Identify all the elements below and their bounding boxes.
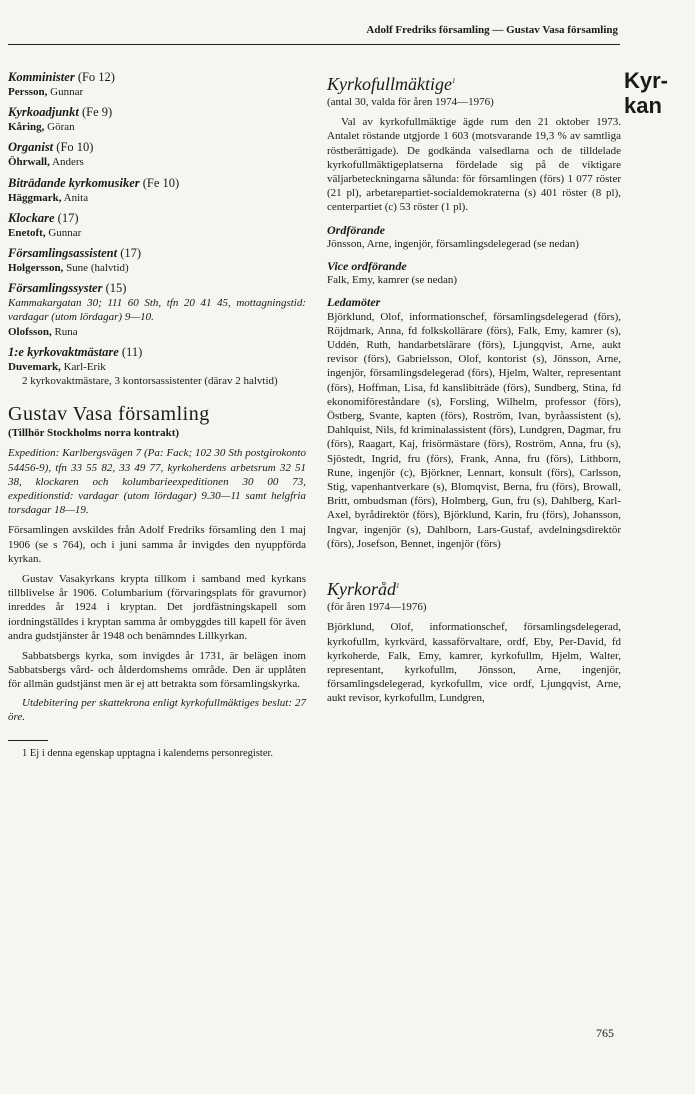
footnote-rule — [8, 740, 48, 741]
section-title-kyrkorad: Kyrkoråd$^1$ — [327, 579, 400, 600]
role-heading: Komminister (Fo 12) — [8, 70, 115, 84]
tax-rate-note: Utdebitering per skattekrona enligt kyrkofullmäktiges beslut: 27 öre. — [8, 696, 306, 723]
running-header: Adolf Fredriks församling — Gustav Vasa församling — [366, 24, 618, 36]
person-entry: Olofsson, Runa — [8, 325, 78, 338]
header-rule — [8, 44, 620, 45]
section-subtitle: (antal 30, valda för åren 1974—1976) — [327, 96, 494, 108]
staff-list — [8, 70, 306, 275]
role-heading: Organist (Fo 10) — [8, 140, 94, 155]
person-entry: Persson, Gunnar — [8, 86, 84, 98]
person-entry: Kåring, Göran — [8, 121, 75, 134]
ordforande-label: Ordförande — [327, 222, 386, 237]
person-entry: Häggmark, Anita — [8, 191, 89, 204]
role-heading: Klockare (17) — [8, 210, 79, 225]
role-heading: Församlingssyster (15) — [8, 281, 127, 296]
vice-ordforande-label: Vice ordförande — [327, 259, 407, 274]
ordforande-entry: Jönsson, Arne, ingenjör, församlingsdelegerad (se nedan) — [327, 237, 579, 250]
person-entry: Holgersson, Sune (halvtid) — [8, 262, 129, 275]
expedition-info: Expedition: Karlbergsvägen 7 (Pa: Fack; 102 30 Sth postgirokonto 54456-9), tfn 33 55 82, 33 49 77, kyrkoherdens arbetsrum 32 51 38, klockaren och kolumbarieexpeditionen 30 00 73, expeditionstid: vardagar (utom lördagar) 9.30—11 samt helgfria torsdagar 18—19. — [8, 447, 306, 517]
history-paragraph-1: Församlingen avskildes från Adolf Fredriks församling den 1 maj 1906 (se s 764), och i juni samma år invigdes den nyuppförda kyrkan. — [8, 524, 306, 565]
election-paragraph: Val av kyrkofullmäktige ägde rum den 21 oktober 1973. Antalet röstande utgjorde 1 603 (motsvarande 19,3 % av samtliga röstberättigade). De godkända valsedlarna och de tilldelade kyrkofullmäktigeplatserna fördelade sig på de viktigare väljarbeteckningarna sålunda: för församlingen (förs) 1 077 röster (21 pl), arbetarepartiet-socialdemokraterna (s) 401 röster (8 pl), centerpartiet (c) 53 röster (1 pl). — [327, 116, 621, 214]
side-label — [624, 68, 694, 118]
role-heading: 1:e kyrkovaktmästare (11) — [8, 344, 143, 359]
side-label-line1: Kyr- — [624, 68, 669, 93]
person-entry: Öhrwall, Anders — [8, 156, 84, 169]
section-title-kyrkofullmaktige: Kyrkofullmäktige$^1$ — [327, 74, 456, 94]
role-heading: Församlingsassistent (17) — [8, 246, 142, 261]
role-heading: Biträdande kyrkomusiker (Fe 10) — [8, 175, 180, 190]
page-number: 765 — [596, 1026, 614, 1040]
vice-ordforande-entry: Falk, Emy, kamrer (se nedan) — [327, 274, 458, 287]
section-subtitle: (för åren 1974—1976) — [327, 601, 427, 614]
person-entry: Duvemark, Karl-Erik — [8, 360, 106, 373]
section-subtitle: (Tillhör Stockholms norra kontrakt) — [8, 427, 180, 440]
side-label-line2: kan — [624, 93, 662, 118]
role-heading: Kyrkoadjunkt (Fe 9) — [8, 105, 113, 120]
syster-address: Kammakargatan 30; 111 60 Sth, tfn 20 41 45, mottagningstid: vardagar (utom lördagar) 9—10. — [8, 297, 306, 324]
footnote: 1 Ej i denna egenskap upptagna i kalenderns personregister. — [22, 748, 274, 760]
right-column — [327, 70, 621, 706]
ledamoter-list: Björklund, Olof, informationschef, församlingsdelegerad (förs), Röjdmark, Anna, fd folkskollärare (förs), Falk, Emy, kamrer (s), Uddén, Ruth, handarbetslärare (förs), Ljungqvist, Arne, aukt revisor (förs), Gabrielsson, Olof, kontorist (s), Jönsson, Arne, ingenjör, församlingsdelegerad (förs), Hjelm, Walter, representant (förs), Hoffman, Lisa, fd kanslibiträde (förs), Sundberg, Stina, fd ekonomiföreståndare (s), Forsling, Wilhelm, professor (förs), Östberg, Svante, kapten (förs), Roström, Ivan, byråassistent (s), Dahlquist, Nils, fd kriminalassistent (förs), Lundgren, Dagmar, fru (förs), Raagart, Kaj, frisörmästare (förs), Roström, Anna, fru (s), Sjöstedt, Ingrid, fru (förs), Frank, Anna, fru (förs), Lithborn, Rune, ingenjör (c), Björkner, Lennart, konsult (förs), Carlsson, Stig, vapenhantverkare (s), Blomqvist, Berna, fru (förs), Browall, Britt, ombudsman (förs), Holmberg, Gun, fru (s), Dahlberg, Karl-Axel, byrådirektör (förs), Björklund, Karin, fru (förs), Johansson, Ingvar, ingenjör (s), Dahlborn, Lars-Gustaf, avdelningsdirektör (förs), Josefson, Bennet, ingenjör (förs) — [327, 310, 621, 550]
history-paragraph-3: Sabbatsbergs kyrka, som invigdes år 1731, är belägen inom Sabbatsbergs vård- och ålderdomshems område. Den är upplåten för allmän gudstjänst men är ej att betrakta som församlingskyrka. — [8, 650, 306, 691]
history-paragraph-2: Gustav Vasakyrkans krypta tillkom i samband med kyrkans tillblivelse år 1906. Columbarium (förvaringsplats för gravurnor) inreddes år 1924 i kryptan. Det jordfästningskapell som iordningställdes i kryptan samma år ombyggdes till kapell för även andra gudstjänster år 1948 och benämndes Lillkyrkan. — [8, 573, 306, 642]
ledamoter-label: Ledamöter — [327, 295, 381, 310]
kyrkorad-list: Björklund, Olof, informationschef, församlingsdelegerad, kyrkofullm, kyrkvärd, kassaförvaltare, ordf, Eby, Per-David, fd kyrkoherde, Falk, Emy, kamrer, kyrkofullm, Hjelm, Walter, representant, kyrkofullm, Jönsson, Arne, ingenjör, församlingsdelegerad, kyrkofullm, vice ordf, Ljungqvist, Arne, aukt revisor, kyrkofullm, Lundgren, — [327, 621, 621, 705]
staff-note: 2 kyrkovaktmästare, 3 kontorsassistenter (därav 2 halvtid) — [22, 375, 278, 388]
left-column — [8, 70, 306, 761]
person-entry: Enetoft, Gunnar — [8, 226, 82, 239]
section-title-gustav-vasa: Gustav Vasa församling — [8, 403, 210, 426]
